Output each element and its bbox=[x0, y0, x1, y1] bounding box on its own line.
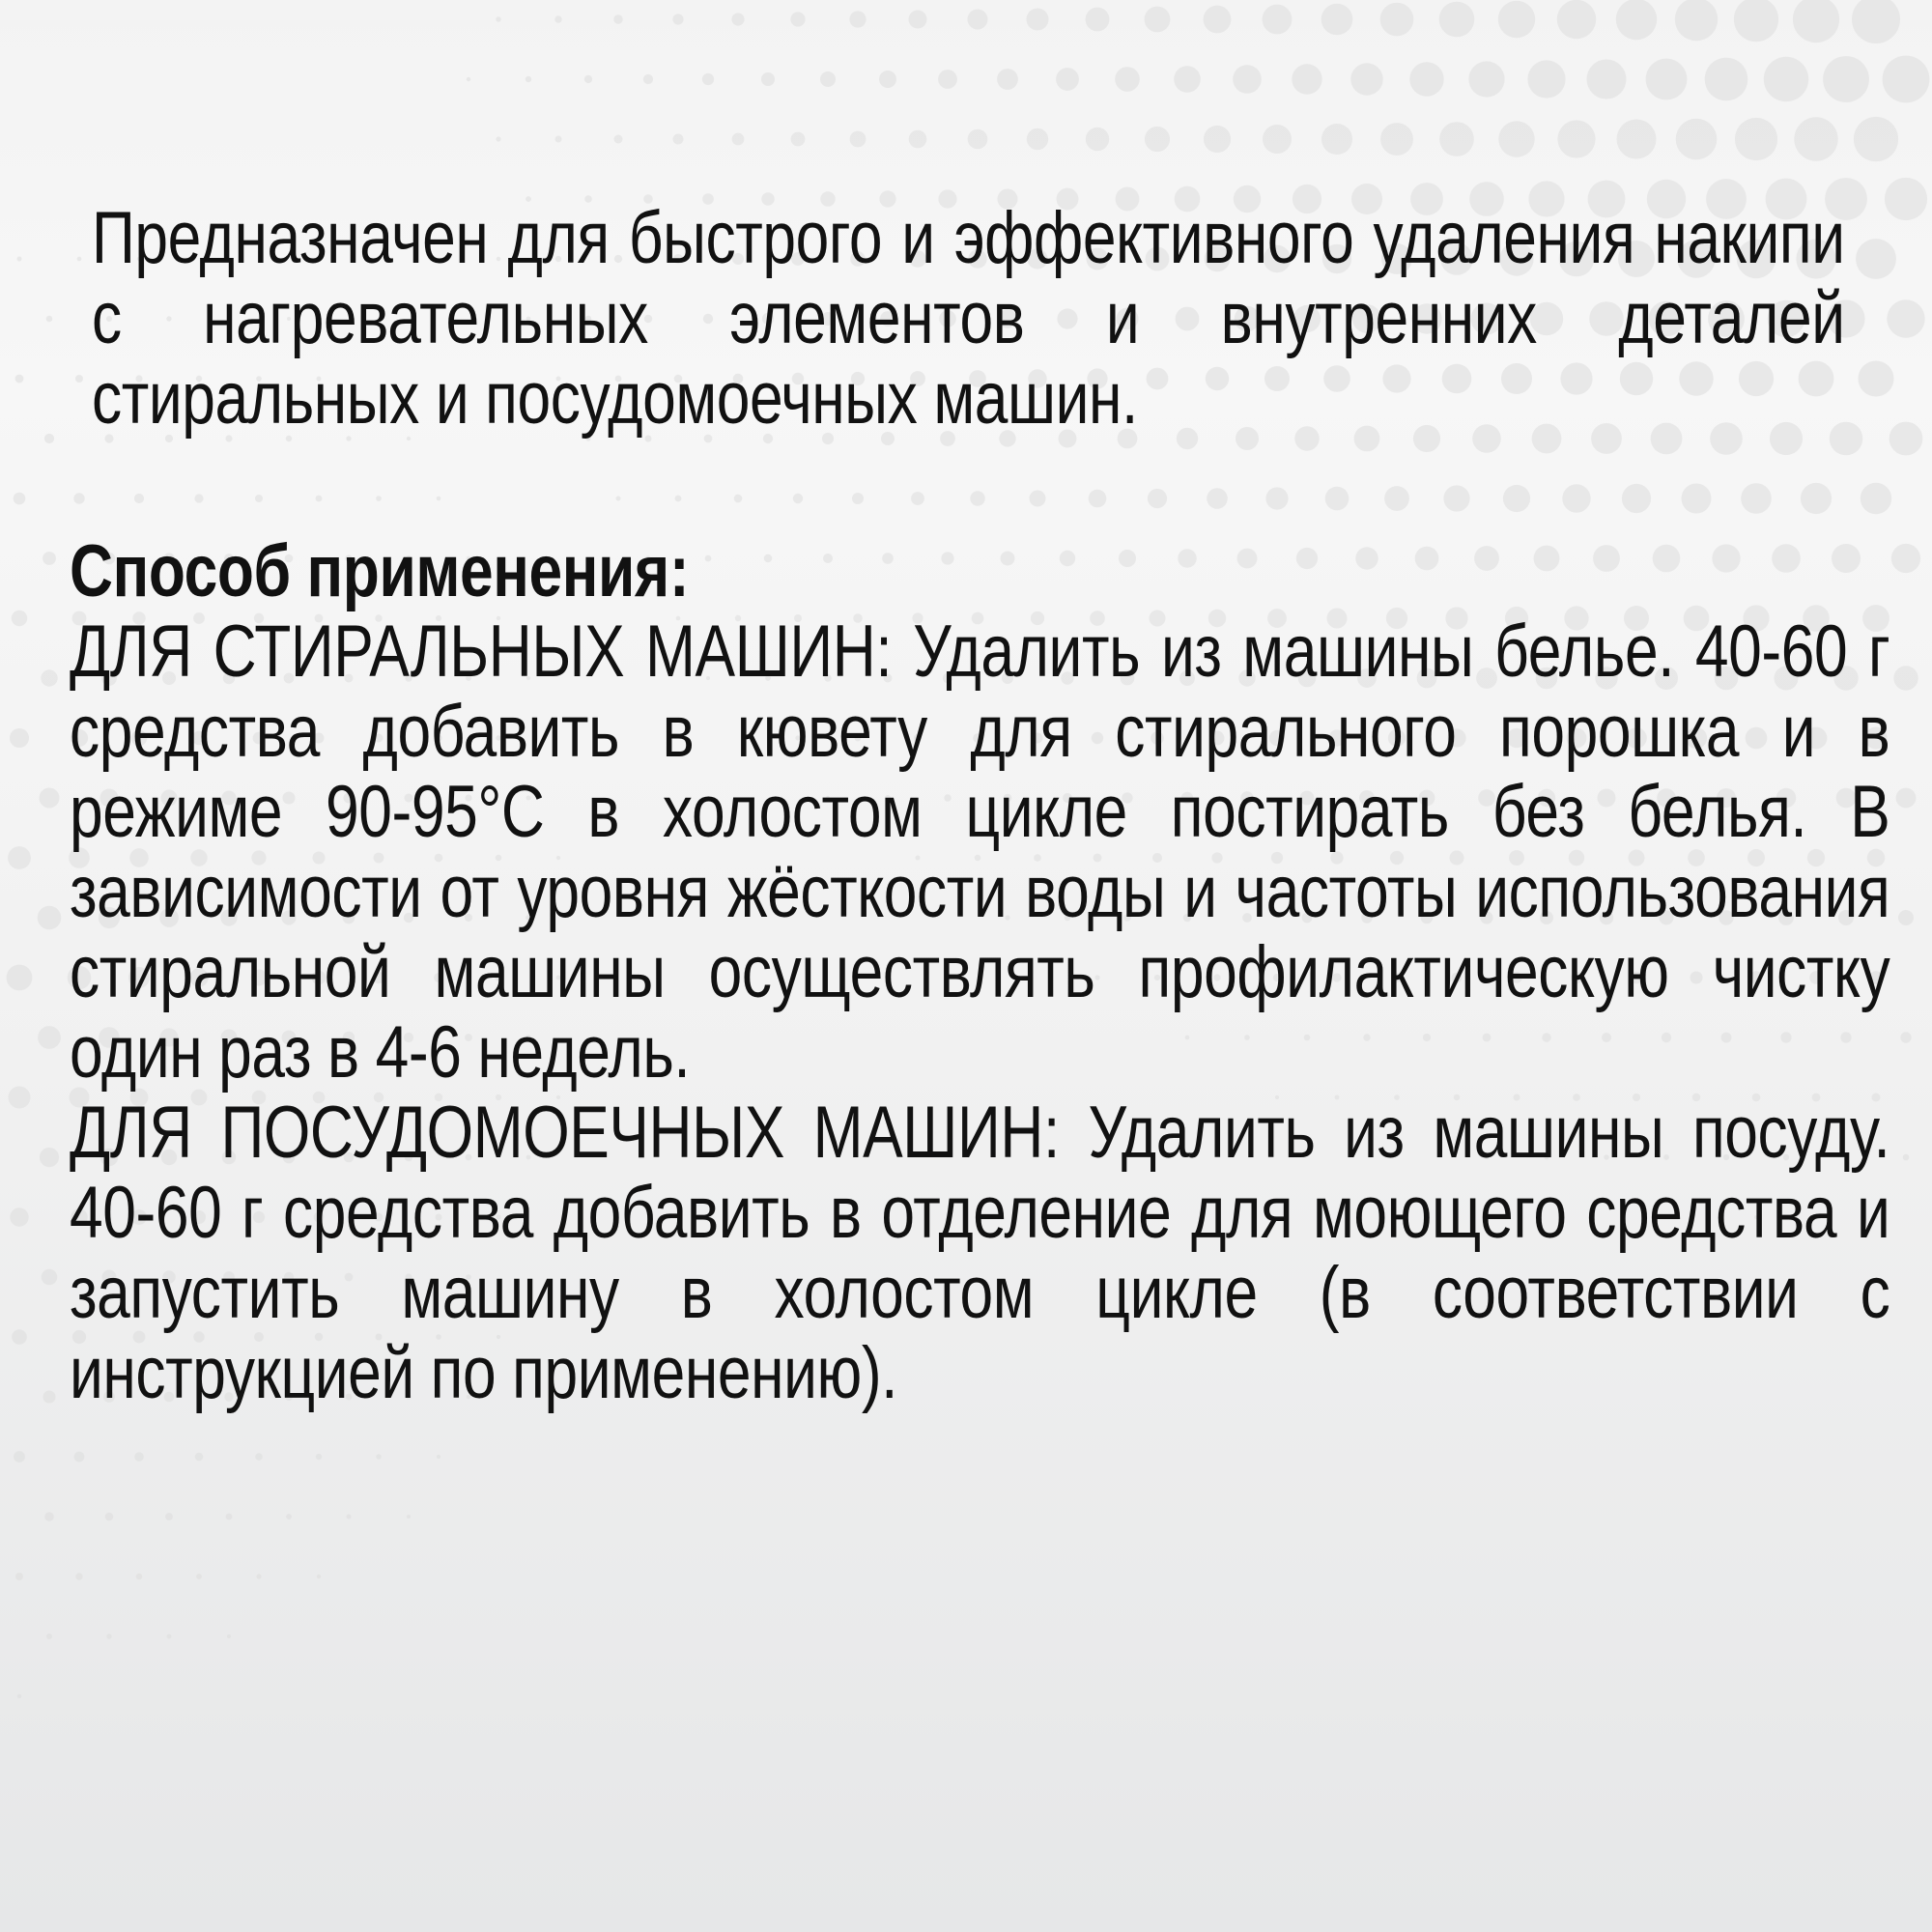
usage-section bbox=[70, 531, 1889, 1413]
dishwasher-instructions: ДЛЯ ПОСУДОМОЕЧНЫХ МАШИН: Удалить из машины посуду. 40-60 г средства добавить в отделение для моющего средства и запустить машину в холостом цикле (в соответствии с инструкцией по применению). bbox=[70, 1092, 1890, 1414]
usage-heading: Способ применения: bbox=[70, 530, 690, 612]
washing-machine-instructions: ДЛЯ СТИРАЛЬНЫХ МАШИН: Удалить из машины белье. 40-60 г средства добавить в кювету для стирального порошка и в режиме 90-95°С в холостом цикле постирать без белья. В зависимости от уровня жёсткости воды и частоты использования стиральной машины осуществлять профилактическую чистку один раз в 4-6 недель. bbox=[70, 611, 1890, 1094]
purpose-paragraph: Предназначен для быстрого и эффективного удаления накипи с нагревательных элементов и внутренних деталей стиральных и посудомоечных машин. bbox=[92, 197, 1845, 440]
